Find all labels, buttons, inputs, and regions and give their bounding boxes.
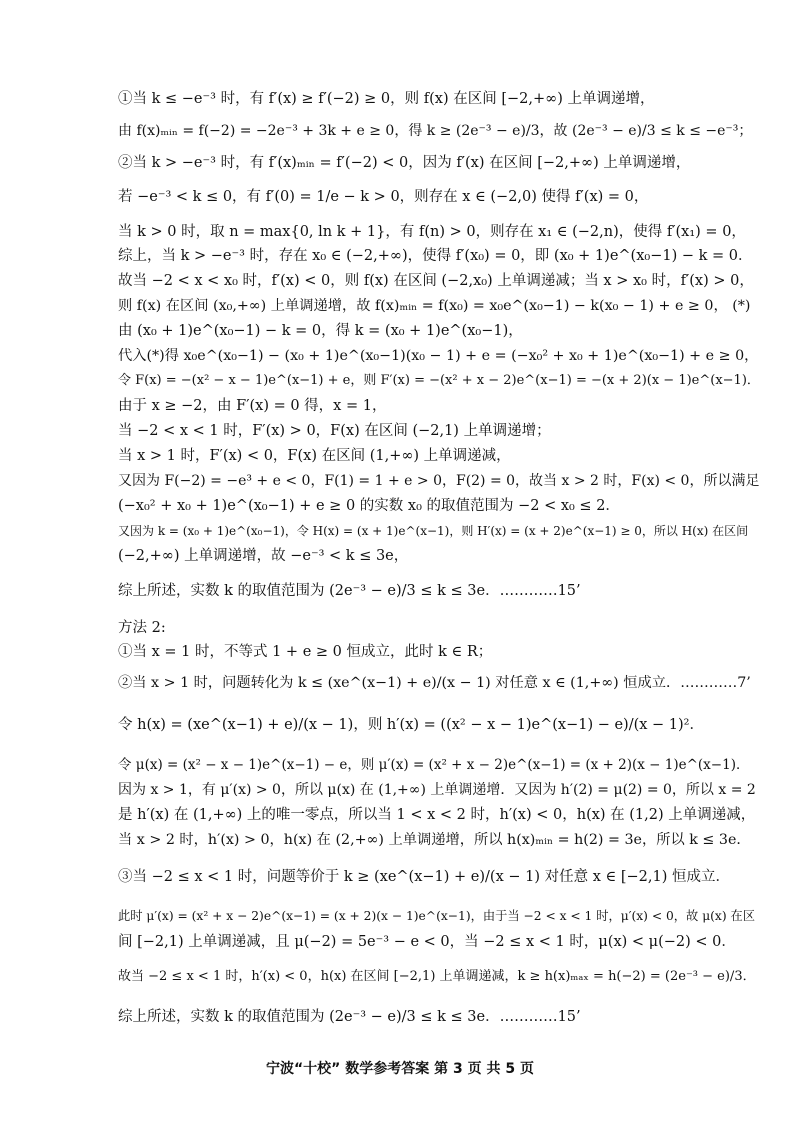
- text-line-29: 此时 μ′(x) = (x² + x − 2)e^(x−1) = (x + 2)(x − 1)e^(x−1)，由于当 −2 < x < 1 时，μ′(x) < 0，故 μ(x) 在区: [118, 909, 756, 923]
- text-line-16: (−x₀² + x₀ + 1)e^(x₀−1) + e ≥ 0 的实数 x₀ 的取值范围为 −2 < x₀ ≤ 2．: [118, 498, 620, 514]
- text-line-10: 代入(*)得 x₀e^(x₀−1) − (x₀ + 1)e^(x₀−1)(x₀ − 1) + e = (−x₀² + x₀ + 1)e^(x₀−1) + e ≥ 0，: [118, 348, 759, 364]
- text-line-27: 当 x > 2 时，h′(x) > 0，h(x) 在 (2,+∞) 上单调递增，所以 h(x)ₘᵢₙ = h(2) = 3e，所以 k ≤ 3e．: [118, 832, 751, 848]
- text-line-11: 令 F(x) = −(x² − x − 1)e^(x−1) + e，则 F′(x) = −(x² + x − 2)e^(x−1) = −(x + 2)(x − 1)e^(x−1)．: [118, 373, 760, 388]
- text-line-7: 故当 −2 < x < x₀ 时，f′(x) < 0，则 f(x) 在区间 (−2,x₀) 上单调递减；当 x > x₀ 时，f′(x) > 0，: [118, 273, 754, 289]
- text-line-4: 若 −e⁻³ < k ≤ 0，有 f′(0) = 1/e − k > 0，则存在 x ∈ (−2,0) 使得 f′(x) = 0，: [118, 189, 649, 205]
- method-2-heading: 方法 2:: [118, 620, 166, 636]
- text-line-15: 又因为 F(−2) = −e³ + e < 0，F(1) = 1 + e > 0，F(2) = 0，故当 x > 2 时，F(x) < 0，所以满足: [118, 473, 760, 489]
- text-line-26: 是 h′(x) 在 (1,+∞) 上的唯一零点，所以当 1 < x < 2 时，h′(x) < 0，h(x) 在 (1,2) 上单调递减，: [118, 807, 756, 823]
- text-line-14: 当 x > 1 时，F′(x) < 0，F(x) 在区间 (1,+∞) 上单调递减，: [118, 448, 511, 464]
- text-line-2: 由 f(x)ₘᵢₙ = f(−2) = −2e⁻³ + 3k + e ≥ 0，得 k ≥ (2e⁻³ − e)/3，故 (2e⁻³ − e)/3 ≤ k ≤ −e⁻³；: [118, 123, 753, 139]
- text-line-3: ②当 k > −e⁻³ 时，有 f′(x)ₘᵢₙ = f′(−2) < 0，因为 f′(x) 在区间 [−2,+∞) 上单调递增，: [118, 155, 691, 171]
- text-line-19: 综上所述，实数 k 的取值范围为 (2e⁻³ − e)/3 ≤ k ≤ 3e．…………15’: [118, 583, 581, 599]
- text-line-31: 故当 −2 ≤ x < 1 时，h′(x) < 0，h(x) 在区间 [−2,1) 上单调递减，k ≥ h(x)ₘₐₓ = h(−2) = (2e⁻³ − e)/3．: [118, 969, 756, 984]
- page-footer: 宁波“十校” 数学参考答案 第 3 页 共 5 页: [265, 1061, 534, 1077]
- text-line-28: ③当 −2 ≤ x < 1 时，问题等价于 k ≥ (xe^(x−1) + e)/(x − 1) 对任意 x ∈ [−2,1) 恒成立．: [118, 869, 730, 885]
- text-line-12: 由于 x ≥ −2，由 F′(x) = 0 得，x = 1，: [118, 398, 387, 414]
- text-line-24: 令 μ(x) = (x² − x − 1)e^(x−1) − e，则 μ′(x) = (x² + x − 2)e^(x−1) = (x + 2)(x − 1)e^(x−1)．: [118, 757, 750, 773]
- text-line-32: 综上所述，实数 k 的取值范围为 (2e⁻³ − e)/3 ≤ k ≤ 3e．…………15’: [118, 1009, 581, 1025]
- text-line-1: ①当 k ≤ −e⁻³ 时，有 f′(x) ≥ f′(−2) ≥ 0，则 f(x) 在区间 [−2,+∞) 上单调递增，: [118, 91, 655, 107]
- text-line-25: 因为 x > 1，有 μ′(x) > 0，所以 μ(x) 在 (1,+∞) 上单调递增．又因为 h′(2) = μ(2) = 0，所以 x = 2: [118, 782, 756, 798]
- text-line-30: 间 [−2,1) 上单调递减，且 μ(−2) = 5e⁻³ − e < 0，当 −2 ≤ x < 1 时，μ(x) < μ(−2) < 0．: [118, 934, 736, 950]
- text-line-21: ①当 x = 1 时，不等式 1 + e ≥ 0 恒成立，此时 k ∈ R；: [118, 644, 493, 660]
- text-line-17: 又因为 k = (x₀ + 1)e^(x₀−1)，令 H(x) = (x + 1)e^(x−1)，则 H′(x) = (x + 2)e^(x−1) ≥ 0，所以 H(x) 在区间: [118, 524, 749, 538]
- text-line-6: 综上，当 k > −e⁻³ 时，存在 x₀ ∈ (−2,+∞)，使得 f′(x₀) = 0，即 (x₀ + 1)e^(x₀−1) − k = 0．: [118, 248, 753, 264]
- text-line-18: (−2,+∞) 上单调递增，故 −e⁻³ < k ≤ 3e，: [118, 548, 409, 564]
- text-line-9: 由 (x₀ + 1)e^(x₀−1) − k = 0，得 k = (x₀ + 1)e^(x₀−1)，: [118, 323, 523, 339]
- text-line-13: 当 −2 < x < 1 时，F′(x) > 0，F(x) 在区间 (−2,1) 上单调递增；: [118, 423, 551, 439]
- text-line-5: 当 k > 0 时，取 n = max{0, ln k + 1}，有 f(n) > 0，则存在 x₁ ∈ (−2,n)，使得 f′(x₁) = 0，: [118, 224, 746, 240]
- text-line-8: 则 f(x) 在区间 (x₀,+∞) 上单调递增，故 f(x)ₘᵢₙ = f(x₀) = x₀e^(x₀−1) − k(x₀ − 1) + e ≥ 0， (*): [118, 298, 751, 314]
- text-line-23: 令 h(x) = (xe^(x−1) + e)/(x − 1)，则 h′(x) = ((x² − x − 1)e^(x−1) − e)/(x − 1)²．: [118, 717, 704, 733]
- text-line-22: ②当 x > 1 时，问题转化为 k ≤ (xe^(x−1) + e)/(x − 1) 对任意 x ∈ (1,+∞) 恒成立．…………7’: [118, 675, 751, 691]
